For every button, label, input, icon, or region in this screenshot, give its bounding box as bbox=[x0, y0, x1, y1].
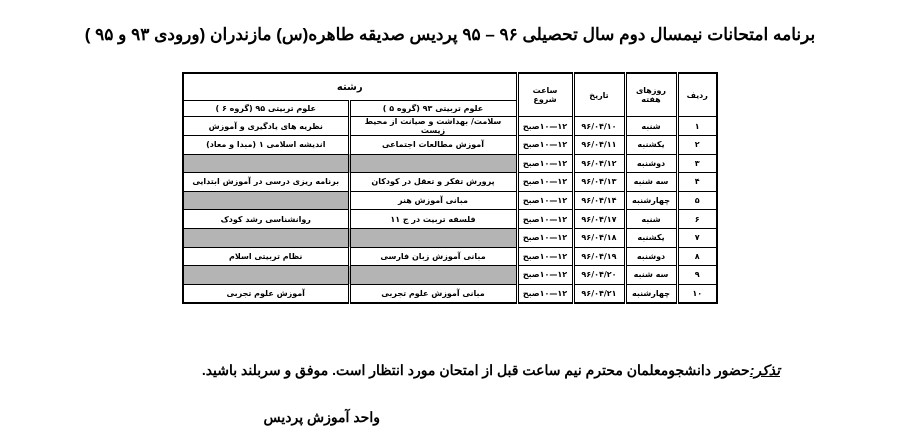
cell-group5: مبانی آموزش علوم تجربی bbox=[349, 284, 517, 303]
note bbox=[80, 361, 780, 380]
cell-group5: سلامت/ بهداشت و صیانت از محیط زیست bbox=[349, 117, 517, 136]
cell-group5: پرورش تفکر و تعقل در کودکان bbox=[349, 173, 517, 192]
cell-group5: فلسفه تربیت در ج ۱۱ bbox=[349, 210, 517, 229]
cell-day: چهارشنبه bbox=[625, 191, 677, 210]
table-row bbox=[183, 210, 717, 229]
cell-date: ۹۶/۰۴/۱۱ bbox=[573, 136, 625, 155]
cell-day: شنبه bbox=[625, 117, 677, 136]
cell-group6 bbox=[183, 154, 349, 173]
header-field: رشته bbox=[183, 73, 517, 101]
cell-group6: برنامه ریزی درسی در آموزش ابتدایی bbox=[183, 173, 349, 192]
cell-group6 bbox=[183, 191, 349, 210]
cell-radif: ۸ bbox=[677, 247, 717, 266]
cell-group6: آموزش علوم تجربی bbox=[183, 284, 349, 303]
table-row bbox=[183, 228, 717, 247]
footer-signature: واحد آموزش پردیس bbox=[263, 409, 380, 425]
cell-date: ۹۶/۰۴/۲۰ bbox=[573, 266, 625, 285]
table-row bbox=[183, 136, 717, 155]
cell-radif: ۲ bbox=[677, 136, 717, 155]
cell-time: ۱۲—۱۰صبح bbox=[517, 117, 573, 136]
cell-group5: آموزش مطالعات اجتماعی bbox=[349, 136, 517, 155]
cell-radif: ۷ bbox=[677, 228, 717, 247]
cell-radif: ۹ bbox=[677, 266, 717, 285]
page-title: برنامه امتحانات نیمسال دوم سال تحصیلی ۹۶ – ۹۵ پردیس صدیقه طاهره(س) مازندران (ورودی ۹۳ و ۹۵ ) bbox=[84, 25, 816, 44]
cell-time: ۱۲—۱۰صبح bbox=[517, 284, 573, 303]
cell-day: یکشنبه bbox=[625, 136, 677, 155]
header-radif: ردیف bbox=[677, 73, 717, 117]
cell-date: ۹۶/۰۴/۱۰ bbox=[573, 117, 625, 136]
cell-time: ۱۲—۱۰صبح bbox=[517, 136, 573, 155]
header-time: ساعت شروع bbox=[517, 73, 573, 117]
cell-radif: ۱۰ bbox=[677, 284, 717, 303]
table-row bbox=[183, 284, 717, 303]
cell-radif: ۶ bbox=[677, 210, 717, 229]
cell-time: ۱۲—۱۰صبح bbox=[517, 210, 573, 229]
exam-schedule-table bbox=[182, 72, 718, 304]
cell-time: ۱۲—۱۰صبح bbox=[517, 228, 573, 247]
cell-date: ۹۶/۰۴/۲۱ bbox=[573, 284, 625, 303]
cell-group6 bbox=[183, 228, 349, 247]
cell-date: ۹۶/۰۴/۱۷ bbox=[573, 210, 625, 229]
cell-group6: اندیشه اسلامی ۱ (مبدا و معاد) bbox=[183, 136, 349, 155]
cell-group6 bbox=[183, 266, 349, 285]
header-date: تاریخ bbox=[573, 73, 625, 117]
cell-group5: مبانی آموزش زبان فارسی bbox=[349, 247, 517, 266]
cell-radif: ۵ bbox=[677, 191, 717, 210]
cell-day: سه شنبه bbox=[625, 173, 677, 192]
cell-date: ۹۶/۰۴/۱۸ bbox=[573, 228, 625, 247]
cell-group5 bbox=[349, 266, 517, 285]
cell-day: دوشنبه bbox=[625, 154, 677, 173]
cell-day: دوشنبه bbox=[625, 247, 677, 266]
cell-group6: نظریه های یادگیری و آموزش bbox=[183, 117, 349, 136]
table-row bbox=[183, 173, 717, 192]
cell-date: ۹۶/۰۴/۱۴ bbox=[573, 191, 625, 210]
cell-date: ۹۶/۰۴/۱۳ bbox=[573, 173, 625, 192]
cell-group6: نظام تربیتی اسلام bbox=[183, 247, 349, 266]
table-row bbox=[183, 266, 717, 285]
cell-radif: ۱ bbox=[677, 117, 717, 136]
cell-time: ۱۲—۱۰صبح bbox=[517, 266, 573, 285]
cell-group6: روانشناسی رشد کودک bbox=[183, 210, 349, 229]
cell-date: ۹۶/۰۴/۱۹ bbox=[573, 247, 625, 266]
note-label: تذکر: bbox=[749, 362, 780, 378]
cell-day: شنبه bbox=[625, 210, 677, 229]
note-text: حضور دانشجومعلمان محترم نیم ساعت قبل از امتحان مورد انتظار است. موفق و سربلند باشید. bbox=[201, 362, 750, 378]
cell-day: چهارشنبه bbox=[625, 284, 677, 303]
cell-day: یکشنبه bbox=[625, 228, 677, 247]
table-row bbox=[183, 191, 717, 210]
header-group6: علوم تربیتی ۹۵ (گروه ۶ ) bbox=[183, 101, 349, 117]
cell-date: ۹۶/۰۴/۱۲ bbox=[573, 154, 625, 173]
cell-radif: ۴ bbox=[677, 173, 717, 192]
table-row bbox=[183, 117, 717, 136]
header-group5: علوم تربیتی ۹۳ (گروه ۵ ) bbox=[349, 101, 517, 117]
cell-time: ۱۲—۱۰صبح bbox=[517, 173, 573, 192]
cell-day: سه شنبه bbox=[625, 266, 677, 285]
header-day: روزهای هفته bbox=[625, 73, 677, 117]
cell-group5 bbox=[349, 228, 517, 247]
cell-radif: ۳ bbox=[677, 154, 717, 173]
table-row bbox=[183, 154, 717, 173]
table-row bbox=[183, 247, 717, 266]
cell-time: ۱۲—۱۰صبح bbox=[517, 154, 573, 173]
cell-group5 bbox=[349, 154, 517, 173]
cell-time: ۱۲—۱۰صبح bbox=[517, 247, 573, 266]
cell-group5: مبانی آموزش هنر bbox=[349, 191, 517, 210]
cell-time: ۱۲—۱۰صبح bbox=[517, 191, 573, 210]
